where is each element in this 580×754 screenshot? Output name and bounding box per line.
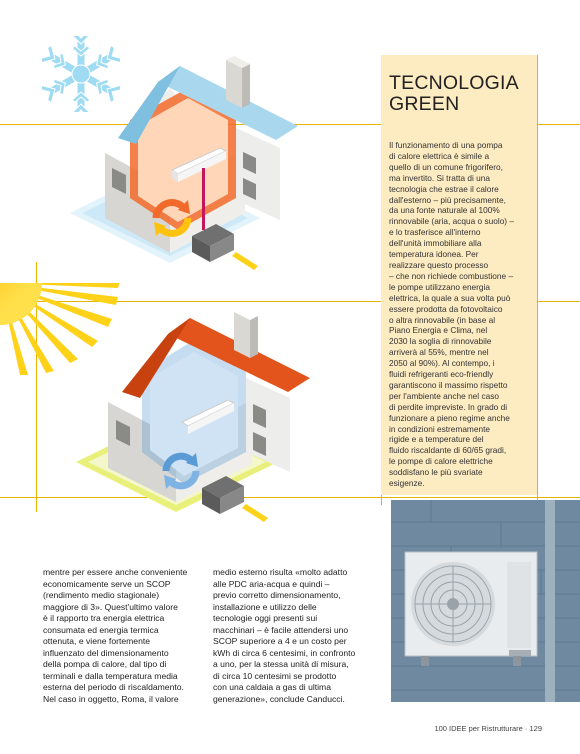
page-footer: 100 IDEE per Ristrutturare · 129 bbox=[434, 724, 542, 733]
body-column-right: medio esterno risulta «molto adatto alle PDC aria-acqua e quindi – previo corretto dimensionamento, installazione e utilizzo delle tecnologie oggi presenti sui macchinari – è facile attendersi uno SCOP superiore a 4 e un costo per kWh di circa 6 centesimi, in confronto a uno, per la stessa unità di misura, di circa 10 centesimi se prodotto con una caldaia a gas di ultima generazione», conclude Canducci. bbox=[213, 567, 356, 704]
guide-line-vertical-far bbox=[537, 55, 538, 505]
house-illustration-heating bbox=[60, 48, 360, 298]
sidebar-title-line2: GREEN bbox=[389, 93, 460, 115]
house-illustration-cooling bbox=[66, 312, 366, 537]
sidebar-body-text: Il funzionamento di una pompa di calore elettrica è simile a quello di un comune frigorifero, ma invertito. Si tratta di una tecnologia che estrae il calore dall'esterno – più precisamente, da una fonte naturale al 100% rinnovabile (aria, acqua o suolo) – e lo trasferisce all'interno dell'unità immobiliare alla temperatura idonea. Per realizzare questo processo – che non richiede combustione – le pompe utilizzano energia elettrica, la quale a sua volta può essere prodotta da fotovoltaico o altra rinnovabile (in base al Piano Energia e Clima, nel 2030 la soglia di rinnovabile arriverà al 55%, mentre nel 2050 al 90%). Al contempo, i fluidi refrigeranti eco-friendly garantiscono il massimo rispetto per l'ambiente anche nel caso di perdite impreviste. In grado di funzionare a pieno regime anche in condizioni estremamente rigide e a temperature del fluido riscaldante di 60/65 gradi, le pompe di calore elettriche soddisfano le più svariate esigenze. bbox=[389, 140, 514, 489]
heating-arrows-icon bbox=[150, 196, 194, 240]
sidebar-title bbox=[389, 73, 529, 115]
sidebar-title-line1: TECNOLOGIA bbox=[389, 72, 519, 94]
cooling-arrows-icon bbox=[160, 450, 202, 492]
outdoor-unit-photo bbox=[391, 500, 580, 702]
body-column-left: mentre per essere anche conveniente economicamente serve un SCOP (rendimento medio stagionale) maggiore di 3». Quest'ultimo valore è il rapporto tra energia elettrica consumata ed energia termica ottenuta, e viene fortemente influenzato del dimensionamento della pompa di calore, dal tipo di terminali e dalla temperatura media esterna del periodo di riscaldamento. Nel caso in oggetto, Roma, il valore bbox=[43, 567, 188, 704]
